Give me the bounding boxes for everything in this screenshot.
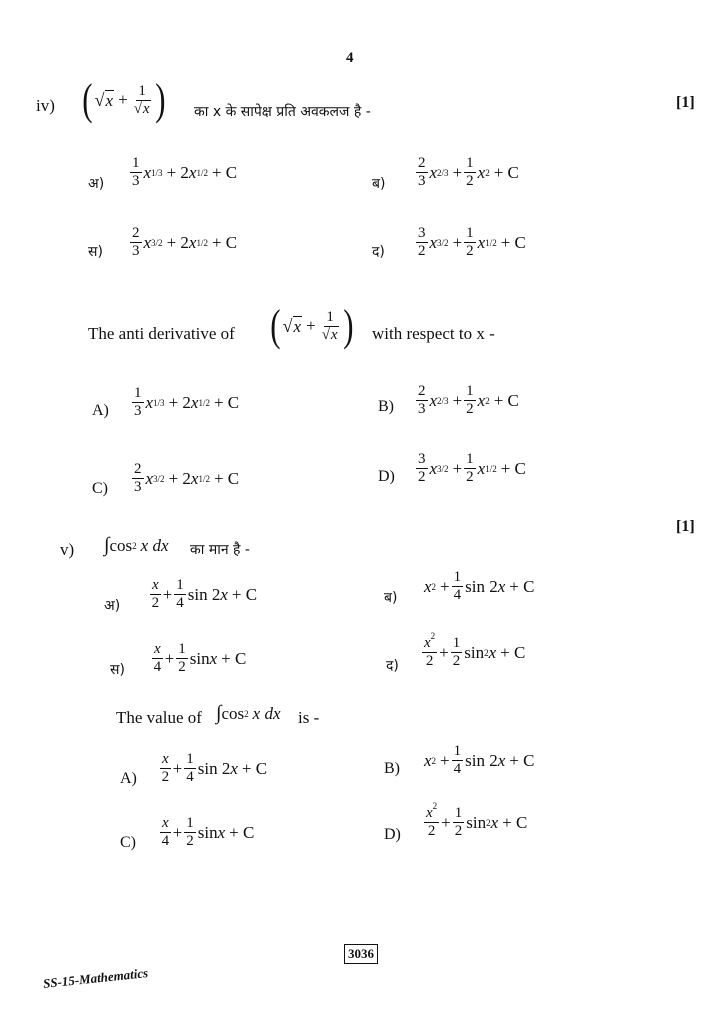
- option-label: ब): [384, 590, 398, 606]
- option-label: C): [92, 480, 108, 497]
- question-stem-english-suffix: is -: [298, 708, 320, 727]
- marks: [1]: [676, 518, 695, 535]
- paper-code: 3036: [344, 944, 378, 964]
- question-stem-english-suffix: with respect to x -: [372, 324, 495, 343]
- question-expression: ∫ cos 2 x dx: [216, 702, 281, 724]
- question-stem-english: The value of: [116, 708, 202, 727]
- option-math: $\frac{x}{4}$ + $\frac{1}{2}$ sin x + C: [153, 641, 247, 675]
- option-math: $\frac{x^2}{2}$ + $\frac{1}{2}$ sin 2 x + C: [426, 801, 528, 839]
- option-math: $\frac{2}{3}$ x 2/3 + $\frac{1}{2}$ x 2 + C: [418, 155, 519, 189]
- option-label: द): [386, 658, 399, 674]
- option-label: स): [88, 244, 103, 260]
- option-label: स): [110, 662, 125, 678]
- option-math: $\frac{x}{2}$ + $\frac{1}{4}$ sin 2 x + C: [161, 751, 268, 785]
- option-label: D): [384, 826, 401, 843]
- option-label: C): [120, 834, 136, 851]
- option-math: x 2 + $\frac{1}{4}$ sin 2 x + C: [424, 743, 535, 777]
- question-stem-english: The anti derivative of: [88, 324, 235, 343]
- option-math: $\frac{x}{2}$ + $\frac{1}{4}$ sin 2 x + C: [151, 577, 258, 611]
- page-number: 4: [346, 50, 354, 66]
- option-label: A): [120, 770, 137, 787]
- option-math: $\frac{x^2}{2}$ + $\frac{1}{2}$ sin 2 x + C: [424, 631, 526, 669]
- question-expression: ∫ cos 2 x dx: [104, 534, 169, 556]
- option-label: अ): [88, 176, 105, 192]
- option-label: अ): [104, 598, 121, 614]
- option-math: $\frac{x}{4}$ + $\frac{1}{2}$ sin x + C: [161, 815, 255, 849]
- option-label: D): [378, 468, 395, 485]
- option-label: A): [92, 402, 109, 419]
- subject-footer: SS-15-Mathematics: [42, 965, 149, 992]
- option-math: $\frac{1}{3}$ x 1/3 + 2 x 1/2 + C: [134, 385, 240, 419]
- option-math: $\frac{1}{3}$ x 1/3 + 2 x 1/2 + C: [132, 155, 238, 189]
- question-number: iv): [36, 96, 55, 115]
- option-label: B): [384, 760, 400, 777]
- question-stem-hindi: का मान है -: [190, 542, 250, 558]
- question-expression: ( √ x + $\frac{1}{√x}$ ): [82, 75, 166, 124]
- option-label: ब): [372, 176, 386, 192]
- marks: [1]: [676, 94, 695, 111]
- option-math: x 2 + $\frac{1}{4}$ sin 2 x + C: [424, 569, 535, 603]
- option-math: $\frac{3}{2}$ x 3/2 + $\frac{1}{2}$ x 1/2 + C: [418, 451, 526, 485]
- option-math: $\frac{2}{3}$ x 3/2 + 2 x 1/2 + C: [132, 225, 238, 259]
- question-number: v): [60, 540, 75, 559]
- option-label: द): [372, 244, 385, 260]
- question-expression: ( √ x + $\frac{1}{√x}$ ): [270, 301, 354, 350]
- question-stem-hindi: का x के सापेक्ष प्रति अवकलज है -: [194, 104, 371, 120]
- option-math: $\frac{2}{3}$ x 3/2 + 2 x 1/2 + C: [134, 461, 240, 495]
- option-math: $\frac{3}{2}$ x 3/2 + $\frac{1}{2}$ x 1/2 + C: [418, 225, 526, 259]
- option-label: B): [378, 398, 394, 415]
- option-math: $\frac{2}{3}$ x 2/3 + $\frac{1}{2}$ x 2 + C: [418, 383, 519, 417]
